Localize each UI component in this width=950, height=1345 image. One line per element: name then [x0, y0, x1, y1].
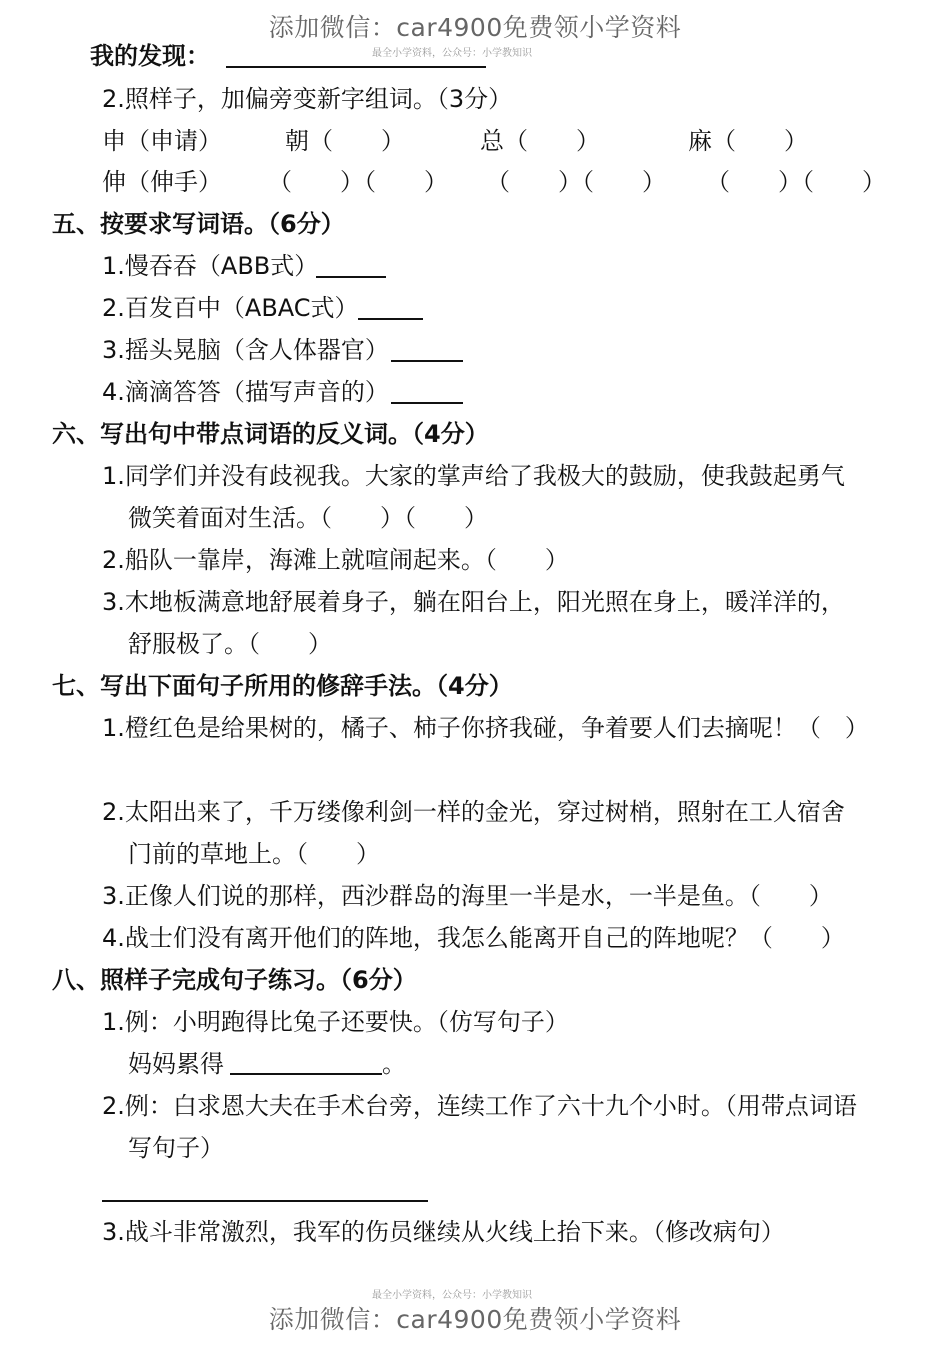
q2-row1-item-ma: 麻（ ） — [688, 127, 808, 155]
s8-answer-line-2[interactable] — [102, 1200, 428, 1202]
s6-line-5: 舒服极了。（ ） — [128, 630, 332, 658]
s7-line-5: 4.战士们没有离开他们的阵地，我怎么能离开自己的阵地呢？（ ） — [102, 924, 845, 952]
s5-item-4: 4.滴滴答答（描写声音的） — [102, 378, 389, 406]
s5-answer-line-2[interactable] — [358, 318, 423, 320]
s5-answer-line-4[interactable] — [391, 402, 463, 404]
s6-line-3: 2.船队一靠岸，海滩上就喧闹起来。（ ） — [102, 546, 569, 574]
s5-item-3: 3.摇头晃脑（含人体器官） — [102, 336, 389, 364]
discovery-label: 我的发现： — [90, 42, 210, 70]
discovery-answer-line[interactable] — [226, 66, 486, 68]
section5-heading: 五、按要求写词语。（6分） — [52, 210, 345, 238]
s7-line-4: 3.正像人们说的那样，西沙群岛的海里一半是水，一半是鱼。（ ） — [102, 882, 833, 910]
q2-row2-blanks-chao[interactable]: （ ）（ ） — [268, 168, 448, 196]
s6-line-4: 3.木地板满意地舒展着身子，躺在阳台上，阳光照在身上，暖洋洋的， — [102, 588, 845, 616]
faint-note-top: 最全小学资料，公众号：小学教知识 — [372, 48, 532, 59]
q2-row2-blanks-zong[interactable]: （ ）（ ） — [486, 168, 666, 196]
s8-line-5: 3.战斗非常激烈，我军的伤员继续从火线上抬下来。（修改病句） — [102, 1218, 785, 1246]
s8-answer-line-1[interactable] — [230, 1073, 382, 1075]
s6-line-2: 微笑着面对生活。（ ）（ ） — [128, 504, 488, 532]
s8-line-1: 1.例：小明跑得比兔子还要快。（仿写句子） — [102, 1008, 569, 1036]
q2-row1-example: 申（申请） — [102, 127, 222, 155]
watermark-top: 添加微信：car4900免费领小学资料 — [268, 13, 682, 42]
s7-line-2: 2.太阳出来了，千万缕像利剑一样的金光，穿过树梢，照射在工人宿舍 — [102, 798, 845, 826]
q2-row2-example: 伸（伸手） — [102, 168, 222, 196]
q2-row2-blanks-ma[interactable]: （ ）（ ） — [706, 168, 886, 196]
s8-line-2-start: 妈妈累得 — [128, 1050, 224, 1078]
s7-line-3: 门前的草地上。（ ） — [128, 840, 380, 868]
s7-line-1: 1.橙红色是给果树的，橘子、柿子你挤我碰，争着要人们去摘呢！（ ） — [102, 714, 869, 742]
s5-answer-line-3[interactable] — [391, 360, 463, 362]
q2-row1-item-chao: 朝（ ） — [285, 127, 405, 155]
q2-title: 2.照样子，加偏旁变新字组词。（3分） — [102, 85, 513, 113]
s5-item-2: 2.百发百中（ABAC式） — [102, 294, 359, 322]
faint-note-bottom: 最全小学资料，公众号：小学教知识 — [372, 1290, 532, 1301]
s8-line-4: 写句子） — [128, 1134, 224, 1162]
s5-item-1: 1.慢吞吞（ABB式） — [102, 252, 319, 280]
watermark-bottom: 添加微信：car4900免费领小学资料 — [268, 1305, 682, 1334]
s8-line-2-end: 。 — [382, 1050, 406, 1078]
q2-row1-item-zong: 总（ ） — [480, 127, 600, 155]
section7-heading: 七、写出下面句子所用的修辞手法。（4分） — [52, 672, 513, 700]
section6-heading: 六、写出句中带点词语的反义词。（4分） — [52, 420, 489, 448]
s8-line-3: 2.例：白求恩大夫在手术台旁，连续工作了六十九个小时。（用带点词语 — [102, 1092, 857, 1120]
section8-heading: 八、照样子完成句子练习。（6分） — [52, 966, 417, 994]
s5-answer-line-1[interactable] — [316, 276, 386, 278]
s6-line-1: 1.同学们并没有歧视我。大家的掌声给了我极大的鼓励，使我鼓起勇气 — [102, 462, 845, 490]
